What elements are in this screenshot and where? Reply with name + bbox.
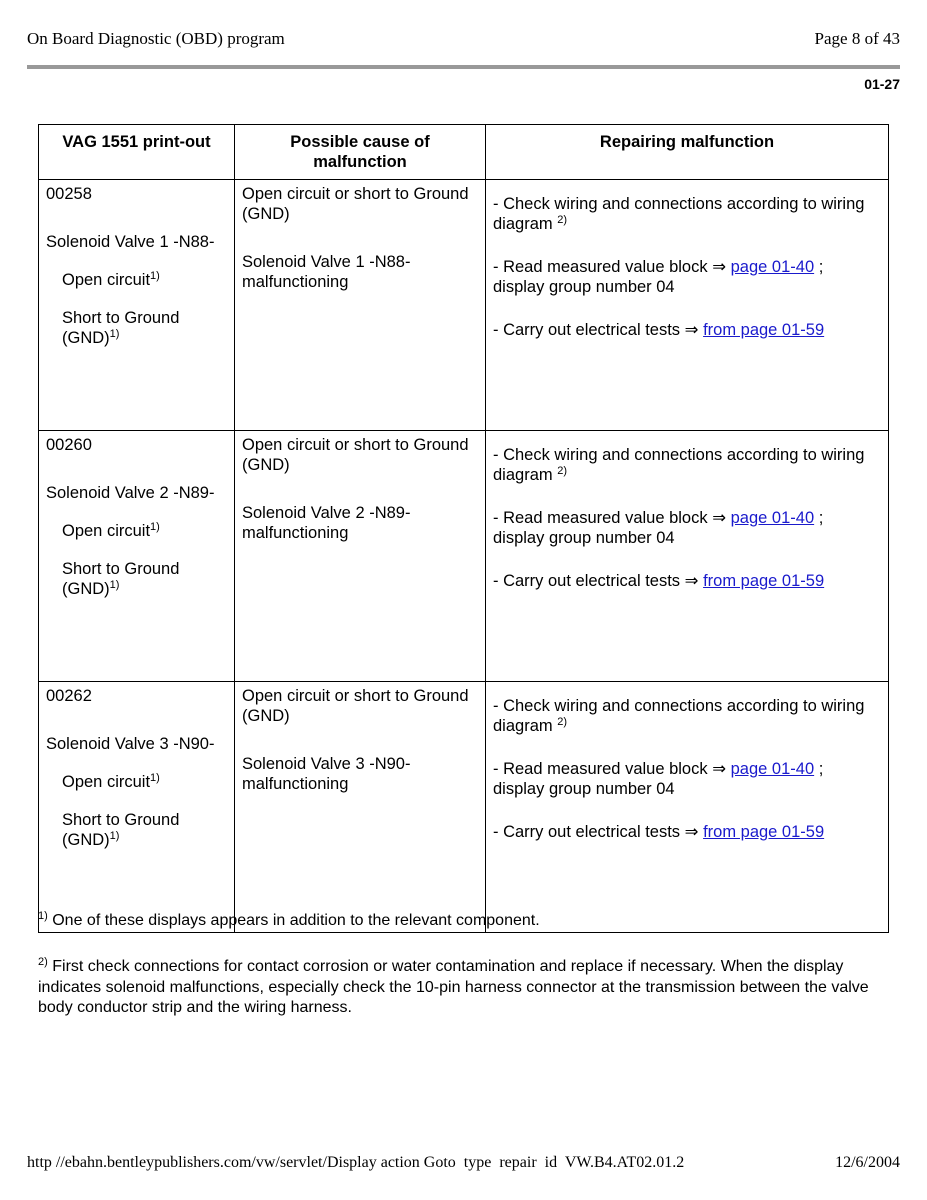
document-title: On Board Diagnostic (OBD) program xyxy=(27,29,285,48)
header-divider xyxy=(27,65,900,69)
repair-cell xyxy=(486,682,889,933)
fault-table xyxy=(38,124,889,933)
punctuation: ; xyxy=(818,258,824,276)
printout-cell xyxy=(39,682,235,933)
fault-open-circuit: Open circuit xyxy=(62,522,151,540)
printout-cell xyxy=(39,180,235,431)
punctuation: ; xyxy=(818,509,824,527)
fault-open-circuit: Open circuit xyxy=(62,773,151,791)
fault-open-circuit: Open circuit xyxy=(62,271,151,289)
repair-step: - Check wiring and connections according to wiring diagram xyxy=(493,195,865,233)
footnote-1 xyxy=(38,911,878,932)
footnote-ref: 2) xyxy=(557,214,567,226)
column-header: Repairing malfunction xyxy=(486,125,889,180)
page-01-59-link[interactable]: from page 01-59 xyxy=(703,321,825,339)
cause-cell xyxy=(235,431,486,682)
table-row xyxy=(39,431,889,682)
repair-step: - Read measured value block ⇒ xyxy=(493,760,727,778)
cause-cell xyxy=(235,682,486,933)
page-number: Page 8 of 43 xyxy=(814,29,900,48)
possible-cause: Solenoid Valve 2 -N89- malfunctioning xyxy=(242,504,411,542)
column-header: VAG 1551 print-out xyxy=(39,125,235,180)
possible-cause: Solenoid Valve 1 -N88- malfunctioning xyxy=(242,253,411,291)
footnote-ref: 2) xyxy=(557,716,567,728)
page-01-59-link[interactable]: from page 01-59 xyxy=(703,823,825,841)
source-url: http //ebahn.bentleypublishers.com/vw/servlet/Display action Goto type repair id VW.B4.AT02.01.2 xyxy=(27,1154,685,1171)
footnote-mark: 2) xyxy=(38,956,48,968)
fault-short-to-ground: Short to Ground (GND) xyxy=(62,309,180,347)
footnote-ref: 1) xyxy=(150,521,160,533)
footnote-ref: 1) xyxy=(109,328,120,340)
column-header: Possible cause of malfunction xyxy=(235,125,486,180)
footnote-ref: 1) xyxy=(109,830,120,842)
page-01-40-link[interactable]: page 01-40 xyxy=(730,258,815,276)
fault-code: 00262 xyxy=(46,687,92,705)
table-row xyxy=(39,682,889,933)
component-name: Solenoid Valve 2 -N89- xyxy=(46,484,215,502)
footnote-ref: 1) xyxy=(150,270,160,282)
page-footer xyxy=(27,1154,900,1172)
repair-step: display group number 04 xyxy=(493,780,675,798)
repair-step: - Read measured value block ⇒ xyxy=(493,509,727,527)
fault-short-to-ground: Short to Ground (GND) xyxy=(62,560,180,598)
punctuation: ; xyxy=(818,760,824,778)
page-01-40-link[interactable]: page 01-40 xyxy=(730,509,815,527)
fault-code: 00258 xyxy=(46,185,92,203)
repair-step: - Check wiring and connections according to wiring diagram xyxy=(493,446,865,484)
table-row xyxy=(39,180,889,431)
repair-cell xyxy=(486,431,889,682)
possible-cause: Open circuit or short to Ground (GND) xyxy=(242,687,469,725)
printout-cell xyxy=(39,431,235,682)
repair-step: - Check wiring and connections according to wiring diagram xyxy=(493,697,865,735)
footnote-text: First check connections for contact corrosion or water contamination and replace if necessary. When the display indicates solenoid malfunctions, especially check the 10-pin harness connector at the transmission between the valve body conductor strip and the wiring harness. xyxy=(38,958,869,1016)
possible-cause: Open circuit or short to Ground (GND) xyxy=(242,436,469,474)
repair-step: display group number 04 xyxy=(493,529,675,547)
possible-cause: Open circuit or short to Ground (GND) xyxy=(242,185,469,223)
footnote-ref: 1) xyxy=(109,579,120,591)
cause-cell xyxy=(235,180,486,431)
repair-step: - Carry out electrical tests ⇒ xyxy=(493,823,699,841)
possible-cause: Solenoid Valve 3 -N90- malfunctioning xyxy=(242,755,411,793)
repair-cell xyxy=(486,180,889,431)
component-name: Solenoid Valve 3 -N90- xyxy=(46,735,215,753)
page-01-59-link[interactable]: from page 01-59 xyxy=(703,572,825,590)
component-name: Solenoid Valve 1 -N88- xyxy=(46,233,215,251)
footnote-ref: 2) xyxy=(557,465,567,477)
repair-step: display group number 04 xyxy=(493,278,675,296)
section-code: 01-27 xyxy=(864,76,900,92)
footnote-2 xyxy=(38,957,878,1019)
print-date: 12/6/2004 xyxy=(835,1154,900,1171)
page-01-40-link[interactable]: page 01-40 xyxy=(730,760,815,778)
repair-step: - Carry out electrical tests ⇒ xyxy=(493,321,699,339)
footnote-ref: 1) xyxy=(150,772,160,784)
fault-short-to-ground: Short to Ground (GND) xyxy=(62,811,180,849)
footnote-mark: 1) xyxy=(38,910,48,922)
repair-step: - Carry out electrical tests ⇒ xyxy=(493,572,699,590)
fault-code: 00260 xyxy=(46,436,92,454)
repair-step: - Read measured value block ⇒ xyxy=(493,258,727,276)
footnote-text: One of these displays appears in addition to the relevant component. xyxy=(52,912,540,929)
